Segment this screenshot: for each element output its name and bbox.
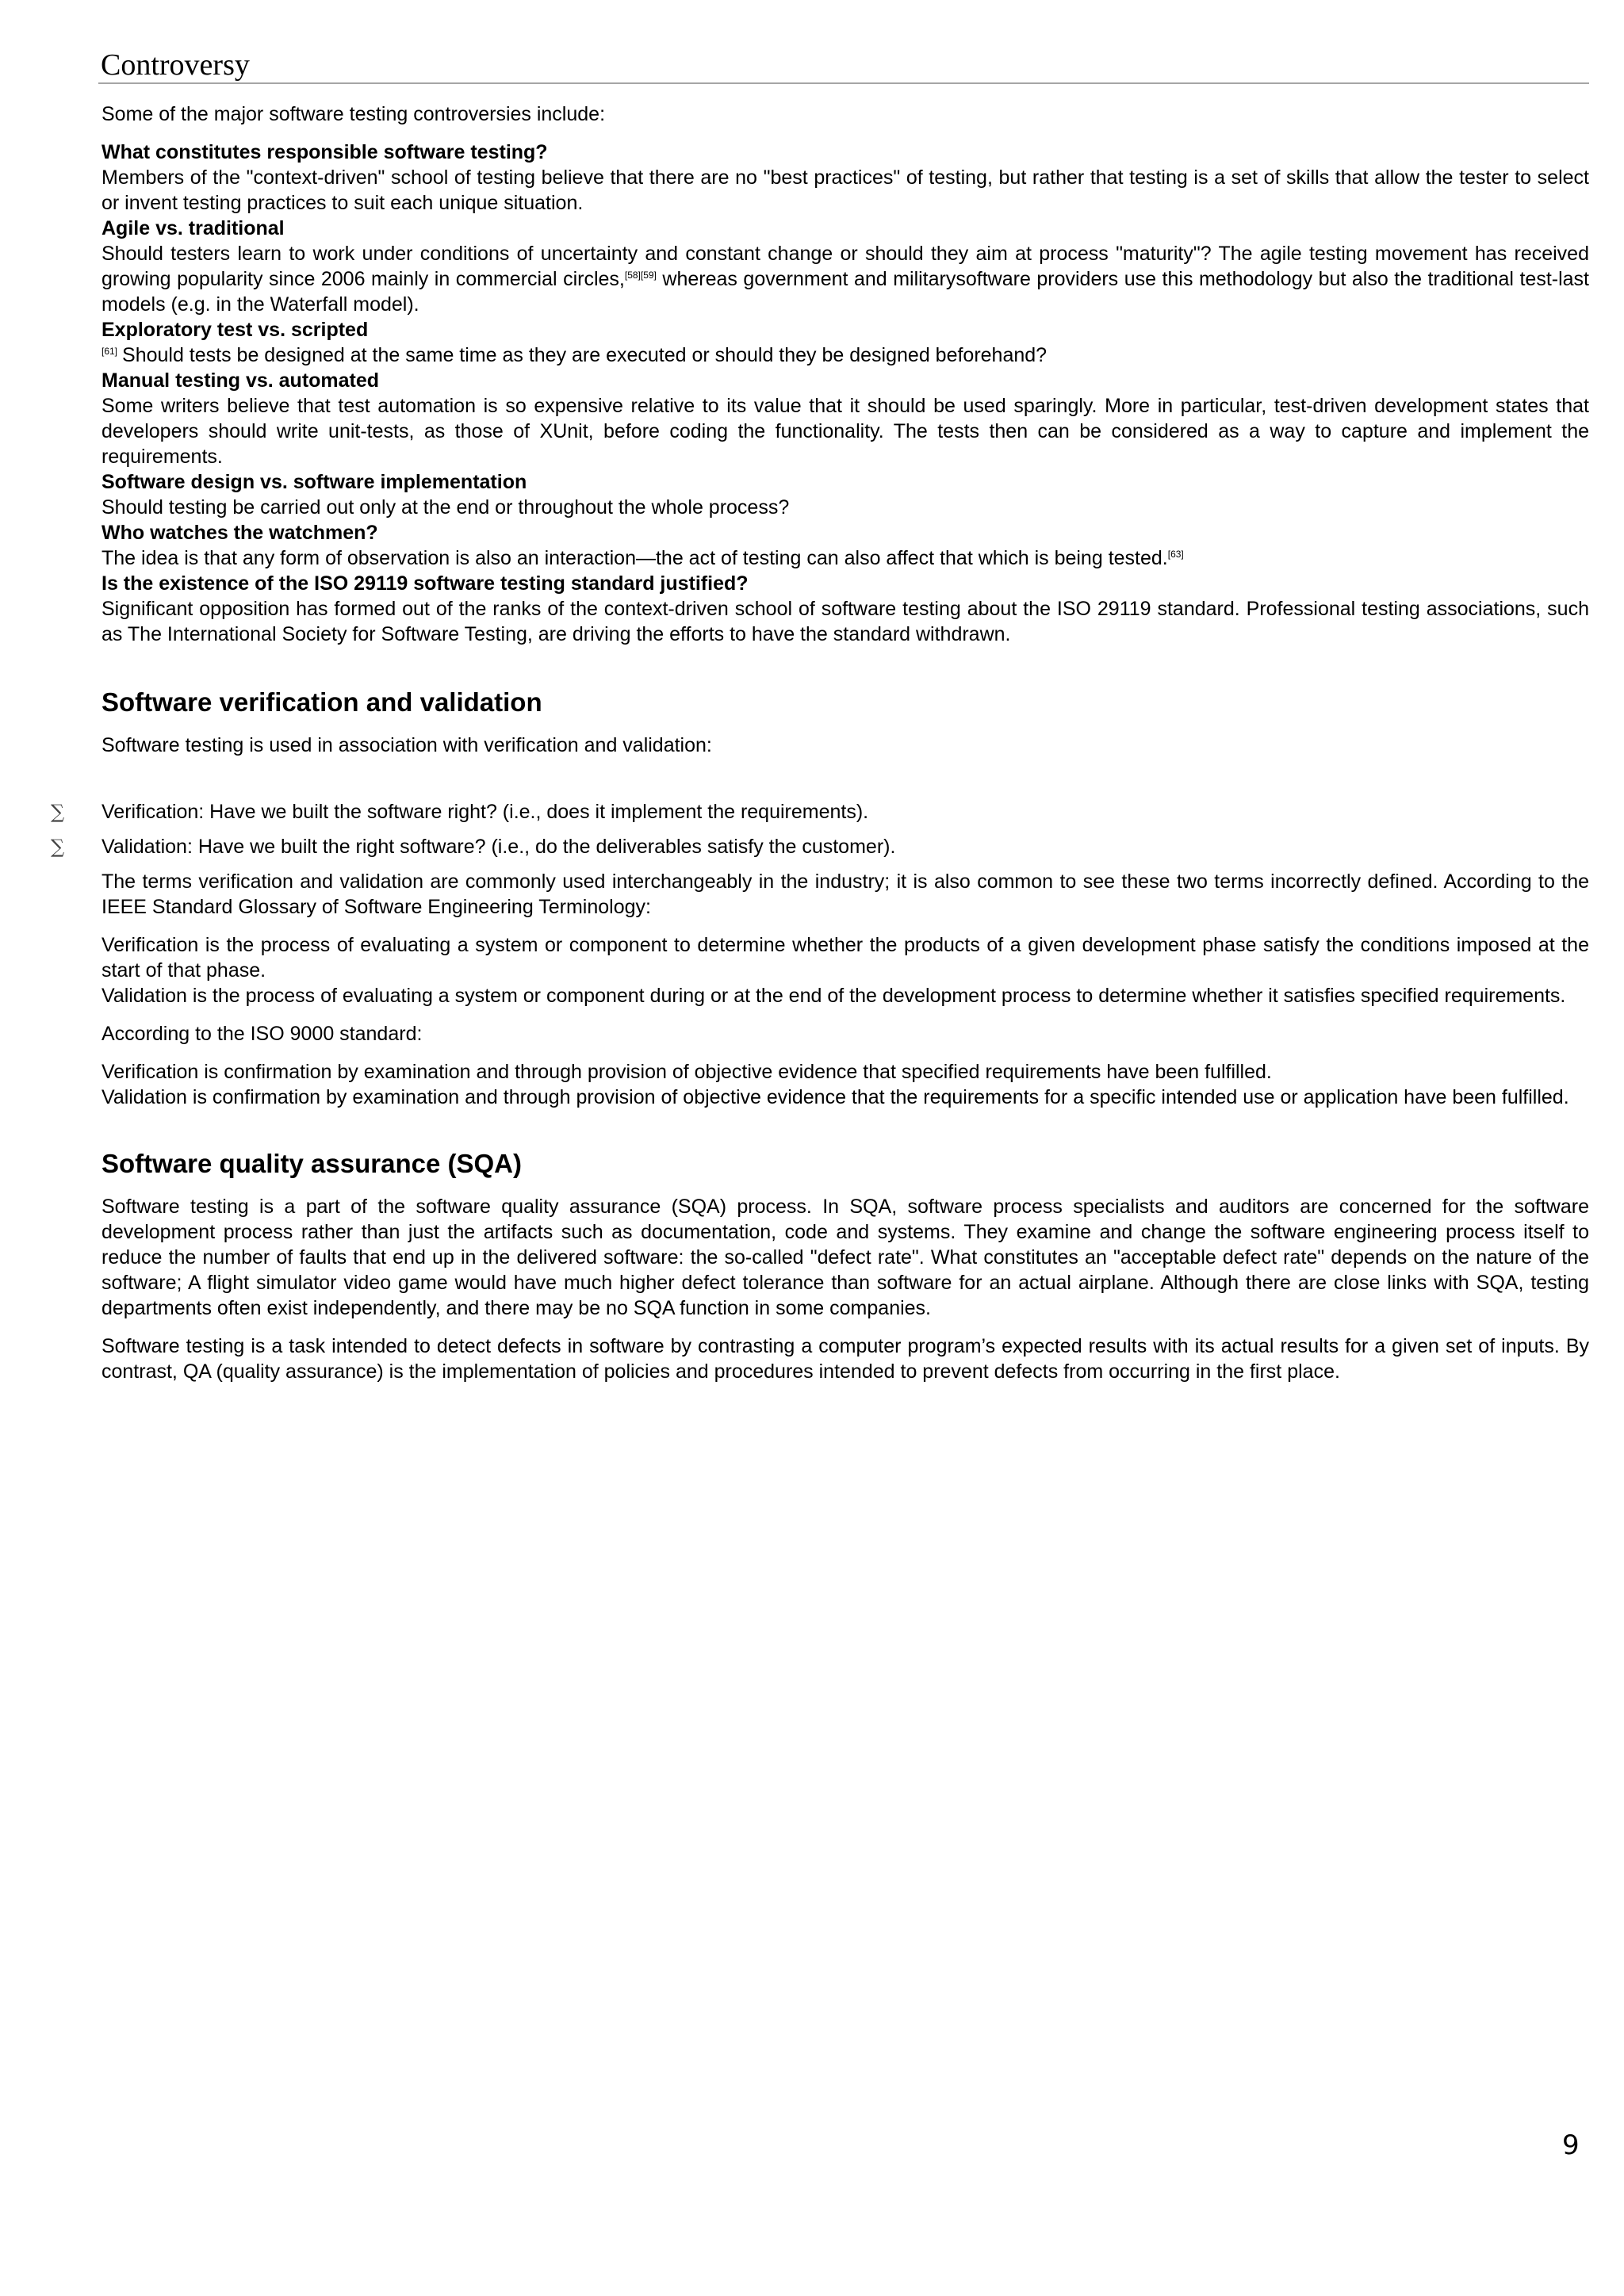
- section-title: Controversy: [101, 48, 250, 82]
- sigma-bullet-icon: ∑: [51, 801, 65, 823]
- controversy-question: Who watches the watchmen?: [102, 522, 378, 544]
- sqa-paragraph: Software testing is a part of the software quality assurance (SQA) process. In SQA, software process specialists and auditors are concerned for the software development process rather than just the artifacts such as documentation, code and systems. They examine and change the software engineering process itself to reduce the number of faults that end up in the delivered software: the so-called "defect rate". What constitutes an "acceptable defect rate" depends on the nature of the software; A flight simulator video game would have much higher defect tolerance than software for an actual airplane. Although there are close links with SQA, testing departments often exist independently, and there may be no SQA function in some companies.: [102, 1196, 1589, 1319]
- controversy-answer: Members of the "context-driven" school of testing believe that there are no "best practices" of testing, but rather that testing is a set of skills that allow the tester to select or invent testing practices to suit each unique situation.: [102, 166, 1589, 214]
- page-number: 9: [1562, 2130, 1580, 2161]
- controversy-answer: [102, 241, 1589, 317]
- controversy-question: Is the existence of the ISO 29119 software testing standard justified?: [102, 572, 749, 595]
- citation-reference[interactable]: [58][59]: [624, 270, 657, 281]
- sqa-heading: Software quality assurance (SQA): [102, 1149, 522, 1178]
- controversy-answer: [102, 342, 1589, 368]
- bullet-text: Verification: Have we built the software right? (i.e., does it implement the requirements).: [102, 801, 869, 823]
- citation-reference[interactable]: [63]: [1167, 549, 1184, 560]
- ieee-verification-definition: Verification is the process of evaluating a system or component to determine whether the products of a given development phase satisfy the conditions imposed at the start of that phase.: [102, 934, 1589, 982]
- list-item: [51, 834, 1589, 859]
- vv-heading: Software verification and validation: [102, 687, 542, 717]
- bullet-text: Validation: Have we built the right software? (i.e., do the deliverables satisfy the customer).: [102, 836, 896, 858]
- iso-verification-definition: Verification is confirmation by examination and through provision of objective evidence that specified requirements have been fulfilled.: [102, 1061, 1272, 1083]
- title-divider: [98, 82, 1589, 84]
- iso-intro: According to the ISO 9000 standard:: [102, 1023, 423, 1045]
- answer-text: whereas government and militarysoftware providers use this methodology but also the traditional test-last models (e.g. in the Waterfall model).: [102, 268, 1590, 316]
- controversy-question: Agile vs. traditional: [102, 217, 285, 239]
- sigma-bullet-icon: ∑: [51, 836, 65, 858]
- controversy-intro: Some of the major software testing controversies include:: [102, 103, 606, 125]
- citation-reference[interactable]: [61]: [102, 346, 118, 357]
- answer-text: The idea is that any form of observation is also an interaction—the act of testing can also affect that which is being tested.: [102, 547, 1168, 569]
- vv-intro: Software testing is used in association with verification and validation:: [102, 734, 712, 756]
- page-content: [51, 101, 1590, 1384]
- answer-text: Should testers learn to work under conditions of uncertainty and constant change or should they aim at process "maturity"? The agile testing movement has received growing popularity since 2006 mainly in commercial circles,: [102, 243, 1589, 290]
- controversy-question: What constitutes responsible software testing?: [102, 141, 548, 163]
- answer-text: Should tests be designed at the same time as they are executed or should they be designed beforehand?: [122, 344, 1048, 366]
- controversy-answer: [102, 545, 1589, 571]
- controversy-question: Software design vs. software implementation: [102, 471, 527, 493]
- iso-validation-definition: Validation is confirmation by examination and through provision of objective evidence that the requirements for a specific intended use or application have been fulfilled.: [102, 1086, 1569, 1108]
- vv-terms-paragraph: The terms verification and validation are commonly used interchangeably in the industry; it is also common to see these two terms incorrectly defined. According to the IEEE Standard Glossary of Software Engineering Terminology:: [102, 871, 1589, 918]
- controversy-answer: Some writers believe that test automation is so expensive relative to its value that it should be used sparingly. More in particular, test-driven development states that developers should write unit-tests, as those of XUnit, before coding the functionality. The tests then can be considered as a way to capture and implement the requirements.: [102, 395, 1589, 468]
- vv-bullet-list: [51, 799, 1589, 859]
- controversy-question: Exploratory test vs. scripted: [102, 319, 369, 341]
- controversy-answer: Significant opposition has formed out of the ranks of the context-driven school of software testing about the ISO 29119 standard. Professional testing associations, such as The International Society for Software Testing, are driving the efforts to have the standard withdrawn.: [102, 598, 1589, 645]
- controversy-answer: Should testing be carried out only at the end or throughout the whole process?: [102, 496, 790, 519]
- list-item: [51, 799, 1589, 825]
- sqa-paragraph: Software testing is a task intended to detect defects in software by contrasting a computer program’s expected results with its actual results for a given set of inputs. By contrast, QA (quality assurance) is the implementation of policies and procedures intended to prevent defects from occurring in the first place.: [102, 1335, 1589, 1383]
- controversy-question: Manual testing vs. automated: [102, 369, 380, 392]
- ieee-validation-definition: Validation is the process of evaluating a system or component during or at the end of the development process to determine whether it satisfies specified requirements.: [102, 985, 1566, 1007]
